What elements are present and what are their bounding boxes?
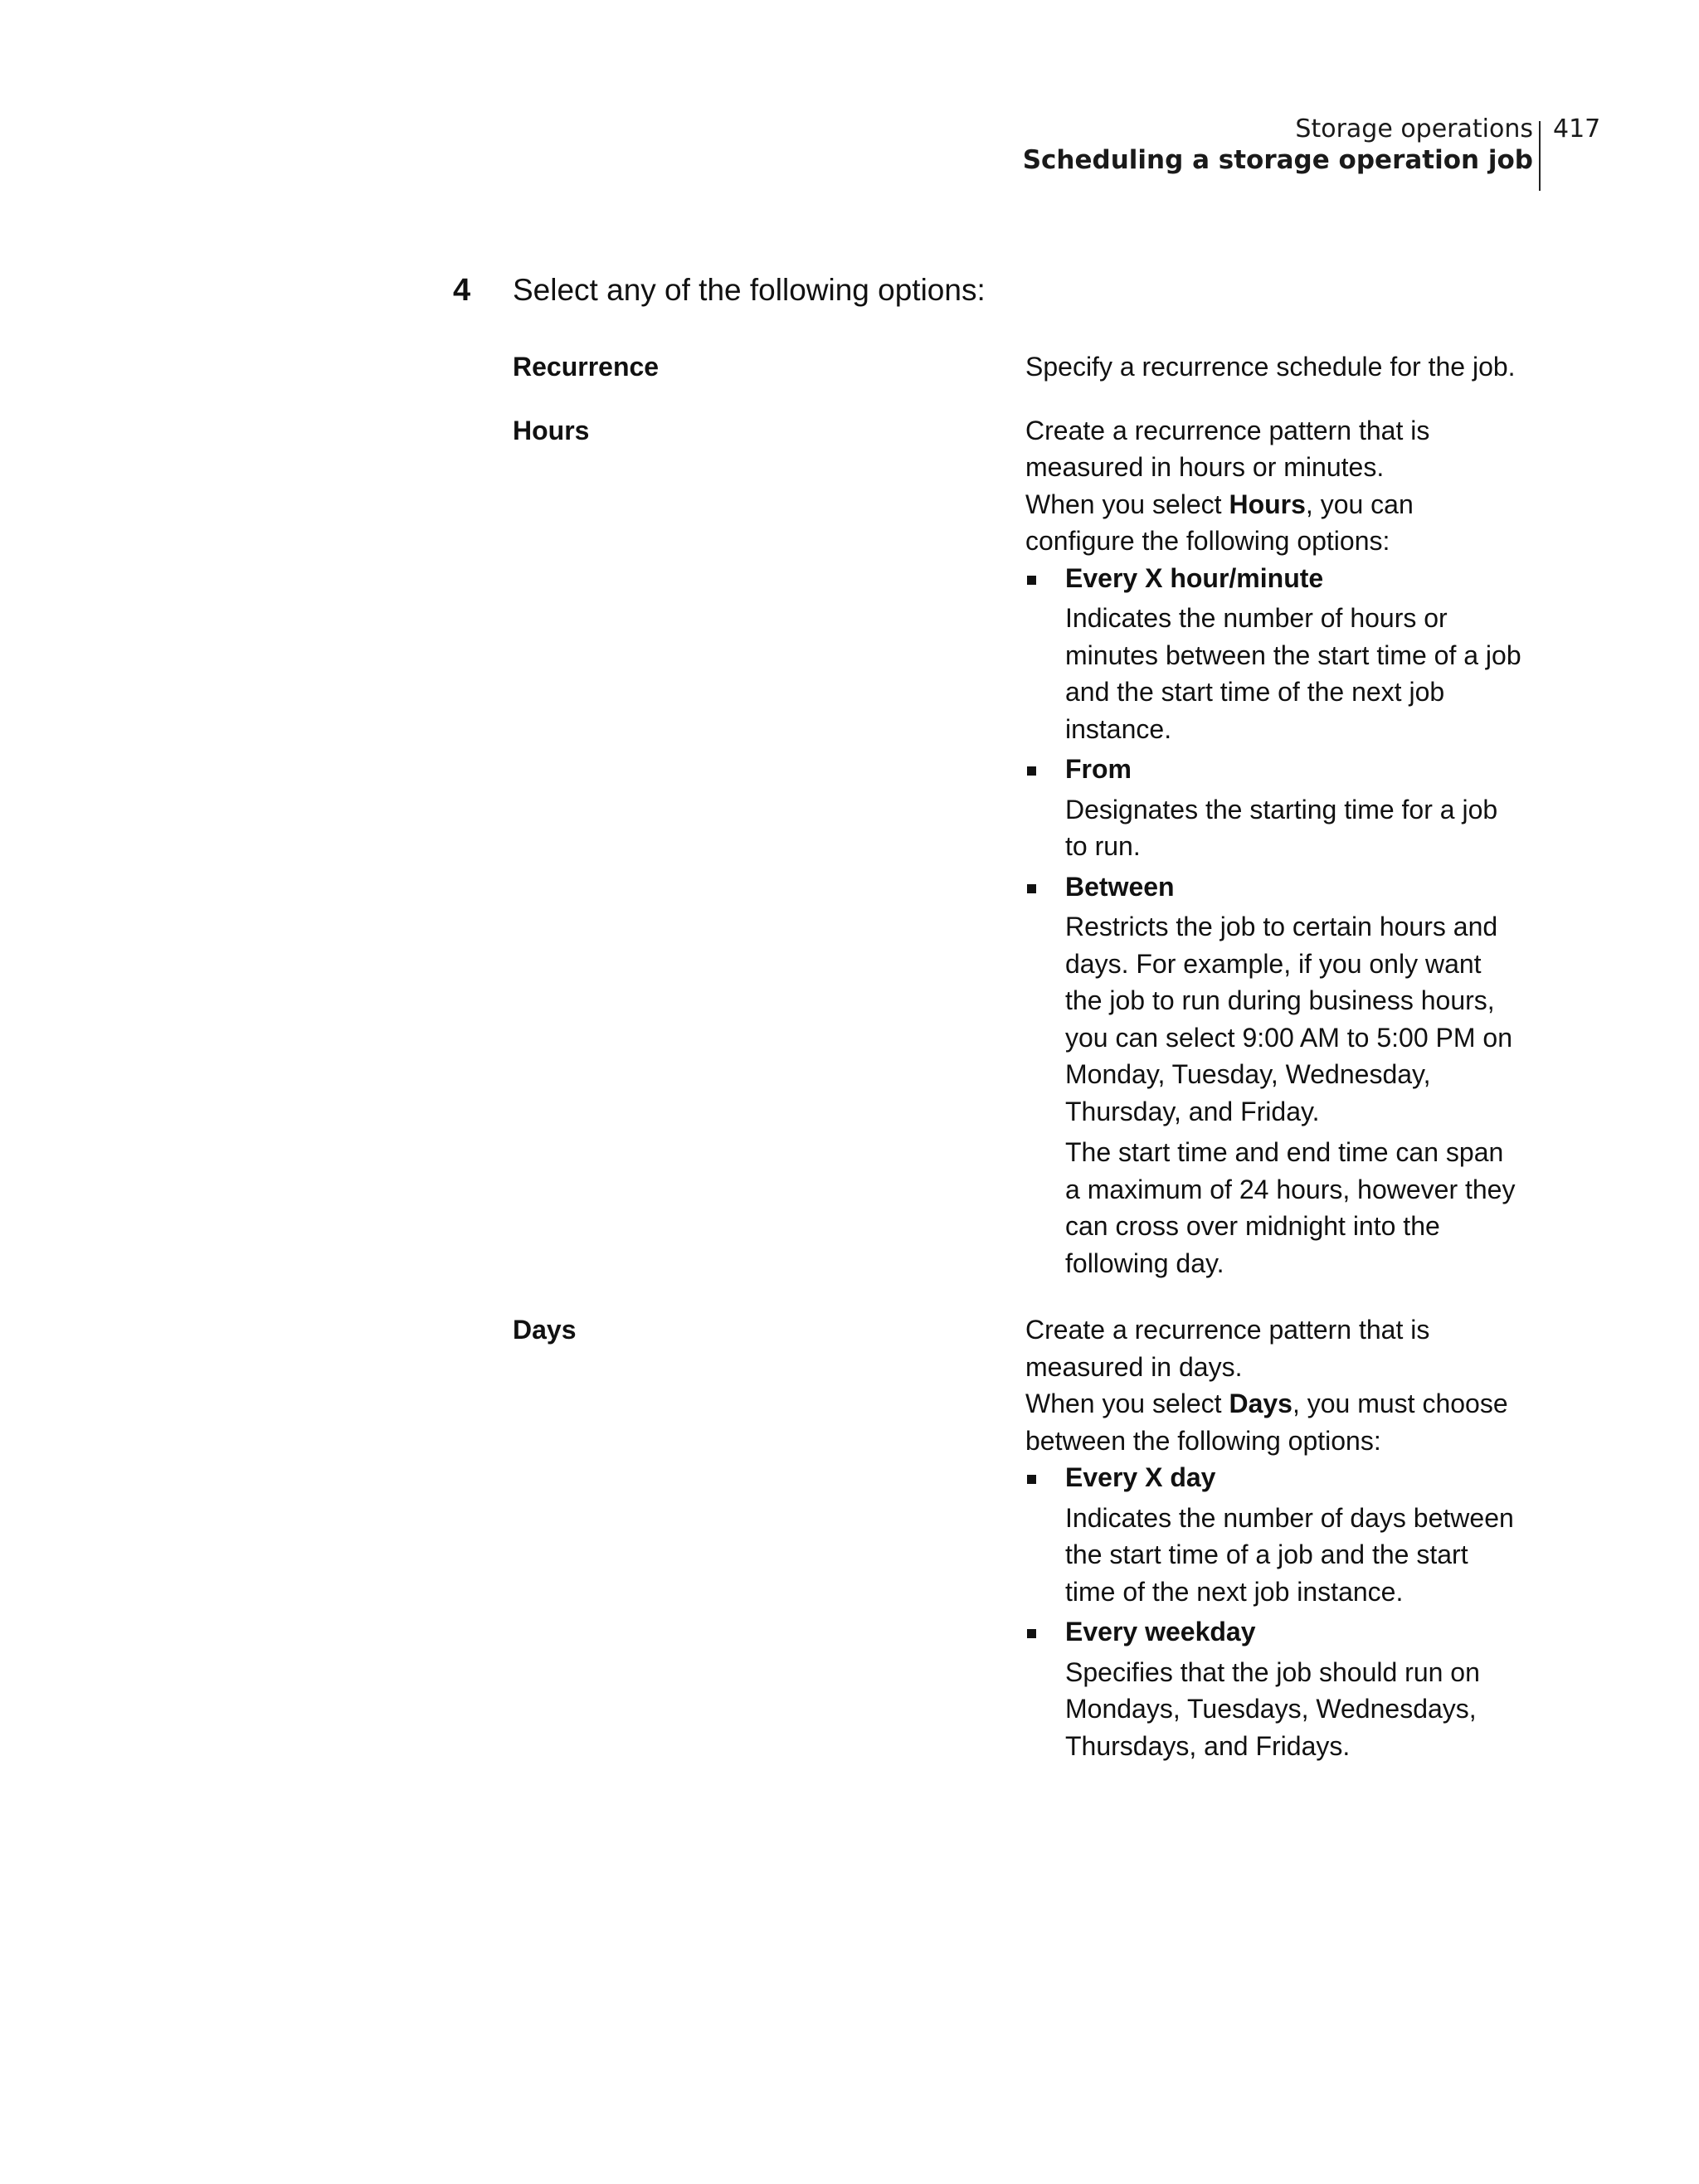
list-item-body: Designates the starting time for a job to run. <box>1065 794 1498 861</box>
description-text: Specify a recurrence schedule for the job. <box>1025 352 1516 382</box>
option-row-days <box>513 1311 1525 1764</box>
list-item <box>1025 751 1523 865</box>
description-intro <box>1025 1385 1523 1459</box>
list-item-title: Every weekday <box>1065 1617 1256 1647</box>
square-bullet-icon <box>1027 1629 1036 1638</box>
list-item-title: Between <box>1065 871 1175 902</box>
option-term: Recurrence <box>513 352 660 382</box>
running-header-text <box>1023 114 1533 176</box>
list-item-body: Restricts the job to certain hours and days. For example, if you only want the job to run during business hours, you can select 9:00 AM to 5:00 PM on Monday, Tuesday, Wednesday, Thursday, and Friday. <box>1065 912 1512 1126</box>
option-list <box>1025 560 1523 1282</box>
step-text: Select any of the following options: <box>513 273 986 307</box>
section-title: Scheduling a storage operation job <box>1022 145 1533 175</box>
page-number: 417 <box>1553 114 1601 143</box>
square-bullet-icon <box>1027 1475 1036 1484</box>
option-description <box>1025 348 1523 386</box>
list-item-body: Indicates the number of hours or minutes between the start time of a job and the start time of the next job instance. <box>1065 603 1521 744</box>
square-bullet-icon <box>1027 766 1036 776</box>
option-description <box>1025 1311 1523 1764</box>
intro-text: , you must choose between the following options: <box>1025 1389 1508 1456</box>
list-item-note: The start time and end time can span a maximum of 24 hours, however they can cross over midnight into the following day. <box>1065 1137 1516 1278</box>
list-item-title: Every X day <box>1065 1462 1216 1492</box>
step-number: 4 <box>453 273 471 308</box>
list-item <box>1025 868 1523 1282</box>
intro-text: When you select <box>1025 1389 1229 1418</box>
option-row-hours <box>513 412 1525 1282</box>
options-table <box>513 348 1525 1764</box>
option-term: Days <box>513 1315 577 1345</box>
option-description <box>1025 412 1523 1282</box>
option-list <box>1025 1459 1523 1764</box>
list-item <box>1025 1459 1523 1610</box>
list-item-title: Every X hour/minute <box>1065 562 1324 593</box>
list-item-body: Specifies that the job should run on Mondays, Tuesdays, Wednesdays, Thursdays, and Fridays. <box>1065 1656 1480 1761</box>
running-header <box>0 114 1699 189</box>
intro-emphasis: Days <box>1229 1389 1293 1418</box>
list-item-title: From <box>1065 754 1132 784</box>
square-bullet-icon <box>1027 576 1036 585</box>
description-text: Create a recurrence pattern that is measured in hours or minutes. <box>1025 415 1430 482</box>
description-intro <box>1025 486 1523 560</box>
intro-emphasis: Hours <box>1229 489 1306 519</box>
square-bullet-icon <box>1027 884 1036 893</box>
description-text: Create a recurrence pattern that is measured in days. <box>1025 1315 1430 1382</box>
list-item-body: Indicates the number of days between the start time of a job and the start time of the next job instance. <box>1065 1502 1514 1607</box>
option-term: Hours <box>513 415 590 445</box>
intro-text: , you can configure the following options: <box>1025 489 1414 556</box>
list-item <box>1025 1613 1523 1764</box>
list-item <box>1025 560 1523 748</box>
option-row-recurrence <box>513 348 1525 386</box>
intro-text: When you select <box>1025 489 1229 519</box>
header-divider <box>1539 121 1541 191</box>
chapter-title: Storage operations <box>1295 114 1533 143</box>
